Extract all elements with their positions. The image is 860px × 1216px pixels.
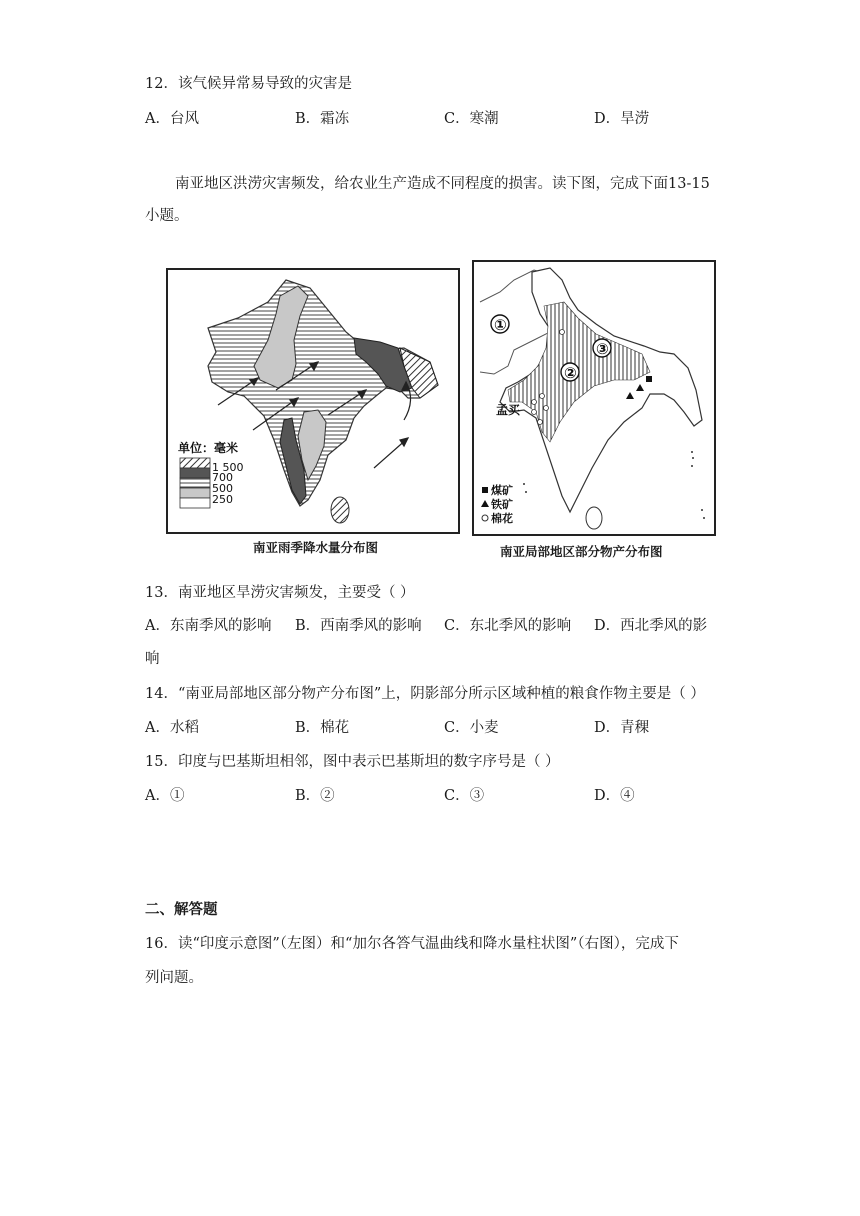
section-title: 二、解答题 bbox=[145, 902, 218, 918]
legend-coal-symbol bbox=[482, 487, 488, 493]
q15-option-b: B．② bbox=[295, 788, 335, 804]
q14-stem: 14．“南亚局部地区部分物产分布图”上，阴影部分所示区域种植的粮食作物主要是（ ） bbox=[145, 686, 705, 702]
marker-1-label: ① bbox=[494, 316, 507, 334]
intro-line-2: 小题。 bbox=[145, 208, 189, 224]
legend-iron: 铁矿 bbox=[491, 498, 513, 511]
q13-option-d-wrap: 响 bbox=[145, 651, 160, 667]
sri-lanka-outline bbox=[586, 507, 602, 529]
q15-option-d: D．④ bbox=[594, 788, 635, 804]
q13-option-b: B．西南季风的影响 bbox=[295, 618, 422, 634]
q14-option-b: B．棉花 bbox=[295, 720, 350, 736]
rainfall-legend-title: 单位：毫米 bbox=[178, 441, 239, 455]
products-map-drawing bbox=[474, 262, 714, 534]
legend-coal: 煤矿 bbox=[491, 484, 513, 497]
q12-stem: 12．该气候异常易导致的灾害是 bbox=[145, 76, 352, 92]
products-map-caption: 南亚局部地区部分物产分布图 bbox=[500, 544, 663, 559]
q14-option-d: D．青稞 bbox=[594, 720, 650, 736]
q12-option-b: B．霜冻 bbox=[295, 111, 350, 127]
legend-swatch-250 bbox=[180, 488, 210, 498]
legend-swatch-min bbox=[180, 498, 210, 508]
q15-option-c: C．③ bbox=[444, 788, 485, 804]
legend-swatch-700 bbox=[180, 468, 210, 478]
marker-2-label: ② bbox=[564, 364, 577, 382]
coal-marker bbox=[646, 376, 652, 382]
q13-option-c: C．东北季风的影响 bbox=[444, 618, 572, 634]
legend-value-500: 500 bbox=[212, 482, 233, 495]
legend-value-700: 700 bbox=[212, 471, 233, 484]
intro-paragraph bbox=[145, 168, 720, 232]
city-label-mumbai: 孟买 bbox=[496, 403, 521, 417]
q13-option-d: D．西北季风的影 bbox=[594, 618, 708, 634]
q14-option-c: C．小麦 bbox=[444, 720, 499, 736]
q12-option-a: A．台风 bbox=[145, 111, 199, 127]
legend-swatch-500 bbox=[180, 478, 210, 488]
q13-stem: 13．南亚地区旱涝灾害频发，主要受（ ） bbox=[145, 585, 415, 601]
legend-value-1500: 1 500 bbox=[212, 461, 244, 474]
marker-3-label: ③ bbox=[596, 340, 609, 358]
q16-line-1: 16．读“印度示意图”（左图）和“加尔各答气温曲线和降水量柱状图”（右图），完成下 bbox=[145, 936, 679, 952]
q12-option-c: C．寒潮 bbox=[444, 111, 499, 127]
intro-line-1: 南亚地区洪涝灾害频发，给农业生产造成不同程度的损害。读下图，完成下面13-15 bbox=[175, 176, 710, 192]
sri-lanka-shape bbox=[331, 497, 349, 523]
q13-option-a: A．东南季风的影响 bbox=[145, 618, 272, 634]
q15-stem: 15．印度与巴基斯坦相邻，图中表示巴基斯坦的数字序号是（ ） bbox=[145, 754, 560, 770]
q16-line-2: 列问题。 bbox=[145, 970, 203, 986]
legend-value-250: 250 bbox=[212, 493, 233, 506]
rainfall-map-caption: 南亚雨季降水量分布图 bbox=[253, 540, 379, 555]
legend-cotton: 棉花 bbox=[491, 512, 513, 525]
legend-iron-symbol bbox=[481, 500, 489, 507]
rainfall-map-drawing bbox=[168, 270, 458, 532]
rainfall-map bbox=[166, 268, 460, 534]
q12-option-d: D．旱涝 bbox=[594, 111, 650, 127]
products-map bbox=[472, 260, 716, 536]
q14-option-a: A．水稻 bbox=[145, 720, 199, 736]
q15-option-a: A．① bbox=[145, 788, 185, 804]
legend-swatch-1500 bbox=[180, 458, 210, 468]
legend-cotton-symbol bbox=[482, 515, 488, 521]
